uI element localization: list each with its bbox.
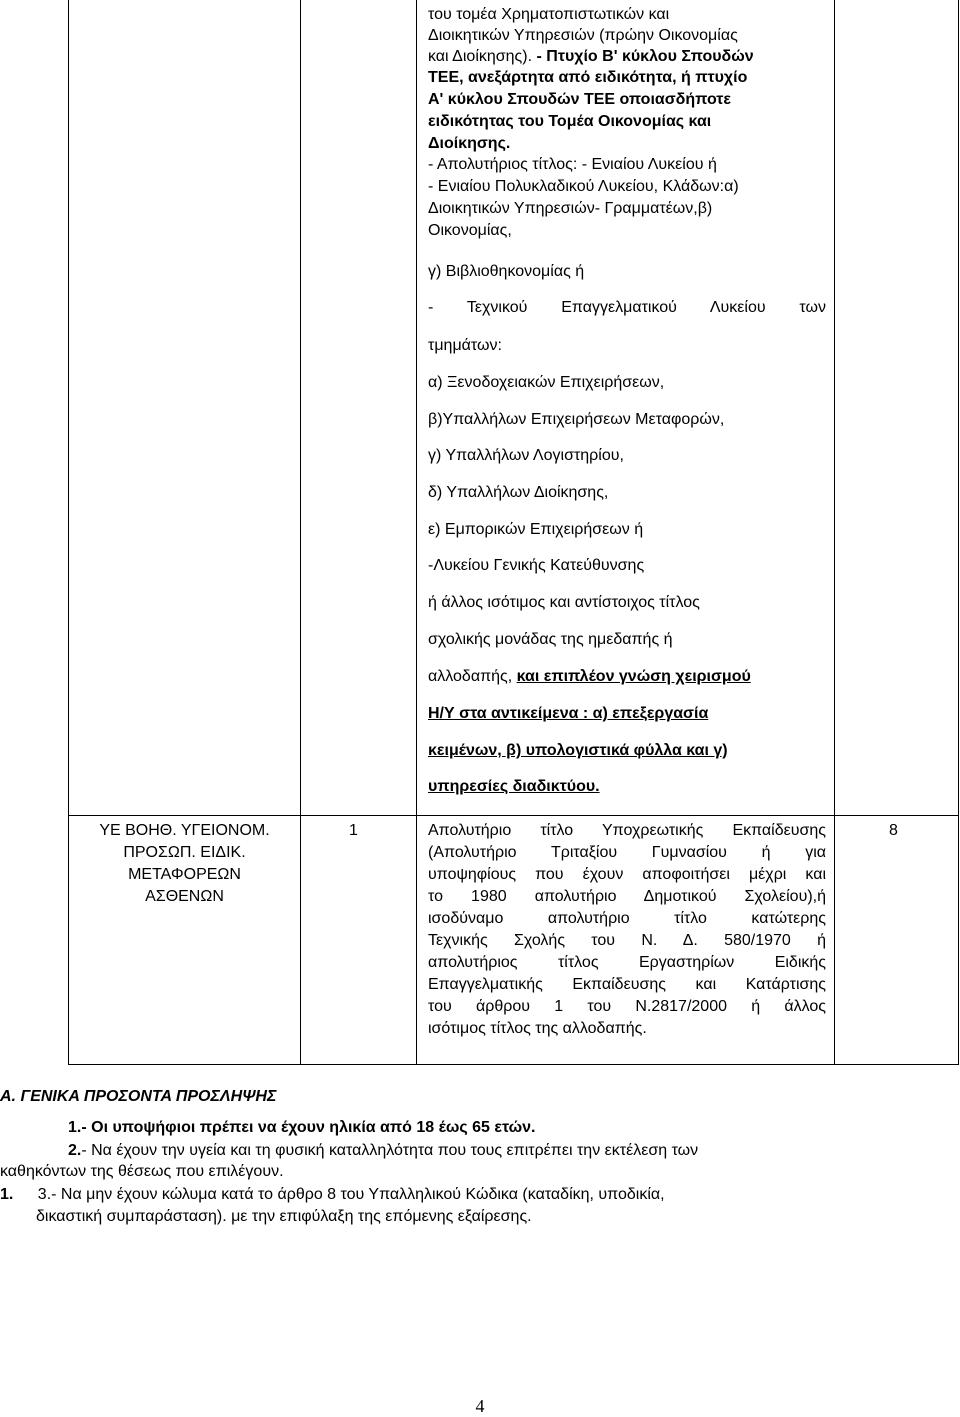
- text-line: υποψηφίους που έχουν αποφοιτήσει μέχρι και: [428, 866, 826, 883]
- requirement-3-continued: δικαστική συμπαράσταση). με την επιφύλαξη της επόμενης εξαίρεσης.: [36, 1208, 532, 1225]
- table-border-col4: [834, 0, 835, 1065]
- text-line: δ) Υπαλλήλων Διοίκησης,: [428, 484, 609, 501]
- requirement-2: [68, 1141, 698, 1161]
- text-line: ισοδύναμο απολυτήριο τίτλο κατώτερης: [428, 910, 826, 927]
- requirement-3: [0, 1185, 665, 1205]
- text-line: - Τεχνικού Επαγγελματικού Λυκείου των: [428, 299, 826, 316]
- text-line: ΤΕΕ, ανεξάρτητα από ειδικότητα, ή πτυχίο: [428, 69, 748, 86]
- text-line: Τεχνικής Σχολής του Ν. Δ. 580/1970 ή: [428, 932, 826, 949]
- text-line: ΠΡΟΣΩΠ. ΕΙΔΙΚ.: [123, 844, 246, 861]
- text-line: Α' κύκλου Σπουδών ΤΕΕ οποιασδήποτε: [428, 91, 732, 108]
- page-number: 4: [475, 1396, 485, 1416]
- table-row-divider: [68, 815, 959, 816]
- text-line: ισότιμος τίτλος της αλλοδαπής.: [428, 1020, 647, 1037]
- text-line: Οικονομίας,: [428, 222, 512, 239]
- text-line: α) Ξενοδοχειακών Επιχειρήσεων,: [428, 374, 665, 391]
- row2-positions: 1: [349, 822, 358, 839]
- text-line: (Απολυτήριο Τριταξίου Γυμνασίου ή για: [428, 844, 826, 861]
- text-line: - Ενιαίου Πολυκλαδικού Λυκείου, Κλάδων:α): [428, 178, 739, 195]
- text-line: -Λυκείου Γενικής Κατεύθυνσης: [428, 557, 645, 574]
- text-line: Επαγγελματικής Εκπαίδευσης και Κατάρτισης: [428, 976, 826, 993]
- text-line: Διοίκησης.: [428, 135, 511, 152]
- text-line: ειδικότητας του Τομέα Οικονομίας και: [428, 113, 712, 130]
- text-line: γ) Υπαλλήλων Λογιστηρίου,: [428, 447, 624, 464]
- table-border-bottom: [68, 1064, 959, 1065]
- text-line: υπηρεσίες διαδικτύου.: [428, 778, 600, 795]
- text-line: Η/Υ στα αντικείμενα : α) επεξεργασία: [428, 705, 709, 722]
- text-line: Απολυτήριο τίτλο Υποχρεωτικής Εκπαίδευσης: [428, 822, 826, 839]
- text-line: ΑΣΘΕΝΩΝ: [145, 888, 224, 905]
- text-line: γ) Βιβλιοθηκονομίας ή: [428, 263, 585, 280]
- text-segment: - Να μην έχουν κώλυμα κατά το άρθρο 8 του Υπαλληλικού Κώδικα (καταδίκη, υποδικία,: [51, 1186, 665, 1203]
- list-number: 2.: [68, 1142, 82, 1159]
- text-line: β)Υπαλλήλων Επιχειρήσεων Μεταφορών,: [428, 411, 725, 428]
- text-line: σχολικής μονάδας της ημεδαπής ή: [428, 631, 673, 648]
- text-line: ΥΕ ΒΟΗΘ. ΥΓΕΙΟΝΟΜ.: [99, 822, 270, 839]
- row2-duration: 8: [889, 822, 898, 839]
- text-line: Διοικητικών Υπηρεσιών (πρώην Οικονομίας: [428, 27, 738, 44]
- text-line: ΜΕΤΑΦΟΡΕΩΝ: [128, 866, 241, 883]
- text-line: [428, 667, 751, 687]
- text-line: του άρθρου 1 του Ν.2817/2000 ή άλλος: [428, 998, 826, 1015]
- text-line: - Απολυτήριος τίτλος: - Ενιαίου Λυκείου ή: [428, 156, 717, 173]
- requirement-2-continued: καθηκόντων της θέσεως που επιλέγουν.: [0, 1163, 284, 1180]
- text-segment: - Να έχουν την υγεία και τη φυσική καταλληλότητα που τους επιτρέπει την εκτέλεση των: [81, 1142, 699, 1159]
- text-line: Διοικητικών Υπηρεσιών- Γραμματέων,β): [428, 200, 713, 217]
- text-line: ε) Εμπορικών Επιχειρήσεων ή: [428, 521, 644, 538]
- text-line: απολυτήριος τίτλος Εργαστηρίων Ειδικής: [428, 954, 826, 971]
- text-segment: και Διοίκησης).: [428, 48, 533, 65]
- text-line: ή άλλος ισότιμος και αντίστοιχος τίτλος: [428, 594, 700, 611]
- text-segment-bold-underline: και επιπλέον γνώση χειρισμού: [516, 668, 751, 685]
- table-border-right: [958, 0, 959, 1065]
- text-line: τμημάτων:: [428, 337, 502, 354]
- text-segment-bold: - Πτυχίο Β' κύκλου Σπουδών: [536, 48, 754, 65]
- table-border-col2: [300, 0, 301, 1065]
- requirement-1: 1.- Οι υποψήφιοι πρέπει να έχουν ηλικία από 18 έως 65 ετών.: [68, 1119, 536, 1136]
- text-line: [428, 47, 754, 67]
- text-line: κειμένων, β) υπολογιστικά φύλλα και γ): [428, 742, 728, 759]
- section-heading: Α. ΓΕΝΙΚΑ ΠΡΟΣΟΝΤΑ ΠΡΟΣΛΗΨΗΣ: [0, 1088, 277, 1105]
- text-segment: αλλοδαπής,: [428, 668, 513, 685]
- text-line: του τομέα Χρηματοπιστωτικών και: [428, 6, 670, 23]
- list-number: 1.: [0, 1186, 14, 1203]
- table-border-col3: [416, 0, 417, 1065]
- list-number: 3.: [37, 1186, 52, 1203]
- text-line: το 1980 απολυτήριο Δημοτικού Σχολείου),ή: [428, 888, 826, 905]
